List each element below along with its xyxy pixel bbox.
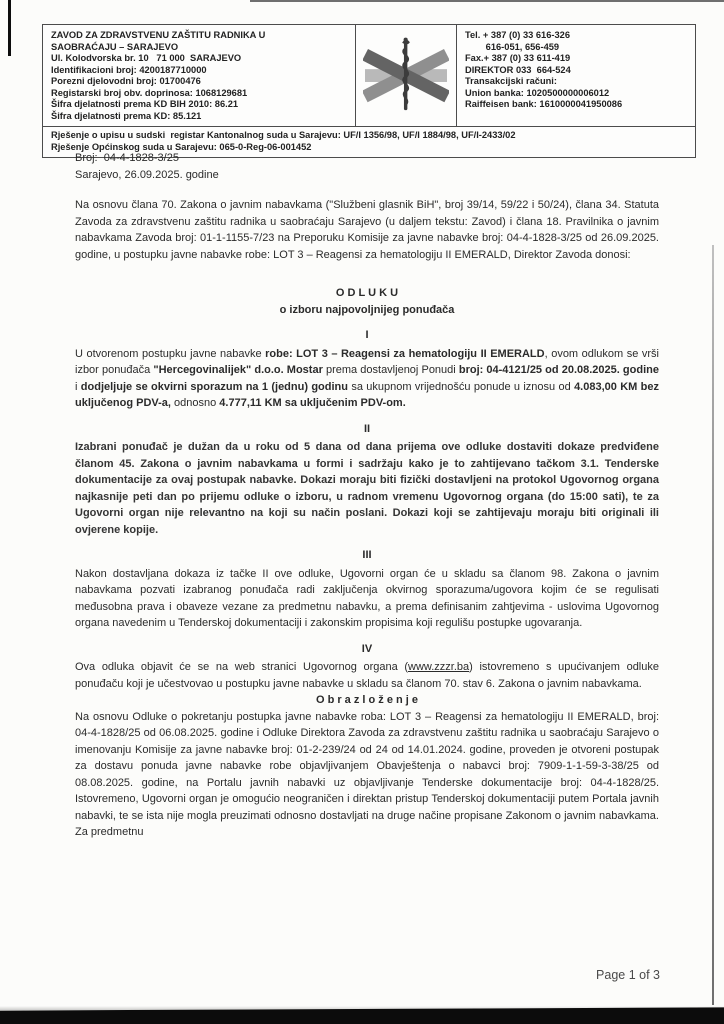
section-iv-paragraph: Ova odluka objavit će se na web stranici Ugovornog organa (www.zzzr.ba) istovremeno s upućivanjem odluke ponuđaču koji je učestvovao u postupku javne nabavke u skladu sa članom 70. stav 6. Zakona o javnim nabavkama. [75, 661, 659, 690]
section-ii-paragraph: Izabrani ponuđač je dužan da u roku od 5 dana od dana prijema ove odluke dostaviti dokaze predviđene članom 45. Zakona o javnim nabavkama u formi i sadržaju kako je to zahtijevano tačkom 3.1. Tenderske dokumentacije za ovaj postupak nabavke. Dokazi moraju biti fizički dostavljeni na protokol Ugovornog organa najkasnije peti dan po prijemu odluke o izboru, u radnom vremenu Ugovornog organa (do 15:00 sati), te za Ugovorni organ nije relevantno na koji su način poslani. Dokazi koji se zahtijevaju moraju biti originali ili ovjerene kopije. [75, 441, 659, 536]
letterhead-line: ZAVOD ZA ZDRAVSTVENU ZAŠTITU RADNIKA U [51, 30, 266, 40]
document-number: Broj: 04-4-1828-3/25 [75, 152, 179, 164]
letterhead-line: 616-051, 656-459 [465, 41, 560, 52]
medical-caduceus-star-icon [363, 35, 449, 117]
letterhead-contact [457, 25, 695, 126]
section-iii-paragraph: Nakon dostavljana dokaza iz tačke II ove odluke, Ugovorni organ će u skladu sa članom 98. Zakona o javnim nabavkama pozvati izabranog ponuđača radi zaključenja okvirnog sporazuma/ugovora kojim će se regulisati međusobna prava i obaveze vezane za predmetnu nabavku, a prema definisanim zahtjevima - uslovima Ugovornog organa navedenim u Tenderskoj dokumentaciji i zakonskim propisima koji regulišu postupke ugovaranja. [75, 567, 659, 629]
scan-top-edge-line [250, 0, 724, 2]
section-iii-numeral: III [362, 549, 372, 561]
decision-subtitle: o izboru najpovoljnijeg ponuđača [279, 303, 455, 316]
document-body [75, 150, 659, 841]
scan-bottom-shadow [0, 1006, 724, 1010]
scan-left-edge-mark [8, 0, 11, 56]
section-i-paragraph: U otvorenom postupku javne nabavke robe: LOT 3 – Reagensi za hematologiju II EMERALD, ovom odlukom se vrši izbor ponuđača "Hercegovinalijek" d.o.o. Mostar prema dostavljenoj Ponudi broj: 04-4121/25 od 20.08.2025. godine i dodjeljuje se okvirni sporazum na 1 (jednu) godinu sa ukupnom vrijednošću ponude u iznosu od 4.083,00 KM bez uključenog PDV-a, odnosno 4.777,11 KM sa uključenim PDV-om. [75, 347, 660, 409]
registration-line-2: Rješenje Općinskog suda u Sarajevu: 065-0-Reg-06-001452 [51, 141, 312, 152]
scan-bottom-edge-strip [0, 1007, 724, 1024]
letterhead-top-row [43, 25, 695, 126]
decision-title: O D L U K U [335, 287, 399, 299]
letterhead-line: Tel. + 387 (0) 33 616-326 [465, 30, 571, 40]
letterhead-line: Registarski broj obv. doprinosa: 1068129681 [51, 87, 248, 98]
preamble-paragraph: Na osnovu člana 70. Zakona o javnim nabavkama ("Službeni glasnik BiH", broj 39/14, 59/22 i 50/24), člana 34. Statuta Zavoda za zdravstvenu zaštitu radnika u saobraćaju Sarajevo (u daljem tekstu: Zavod) i člana 18. Pravilnika o javnim nabavkama Zavoda broj: 01-1-1155-7/23 na Preporuku Komisije za javne nabavke broj: 04-4-1828-3/25 od 26.09.2025. godine, u postupku javne nabavke robe: LOT 3 – Reagensi za hematologiju II EMERALD, Direktor Zavoda donosi: [75, 199, 659, 261]
letterhead-line: DIREKTOR 033 664-524 [465, 64, 571, 75]
section-iii [75, 547, 659, 632]
section-i [75, 327, 659, 412]
letterhead-line: Raiffeisen bank: 1610000041950086 [465, 99, 623, 110]
letterhead-line: Identifikacioni broj: 4200187710000 [51, 64, 207, 75]
document-meta [75, 150, 659, 183]
rationale-paragraph: Na osnovu Odluke o pokretanju postupka javne nabavke roba: LOT 3 – Reagensi za hematologiju II EMERALD, broj: 04-4-1828/25 od 06.08.2025. godine i Odluke Direktora Zavoda za zdravstvenu zaštitu radnika u saobraćaju Sarajevo o imenovanju Komisije za javne nabavke broj: 01-2-239/24 od 24 od 14.01.2024. godine, proveden je otvoreni postupak za dostavu ponuda javne nabavke robe objavljivanjem Obavještenja o nabavci broj: 7909-1-1-59-3-38/25 od 08.08.2025. godine, na Portalu javnih nabavki uz objavljivanje Tenderske dokumentacije broj: 04-4-1828/25. Istovremeno, Ugovorni organ je omogućio neograničen i direktan pristup Tenderskoj dokumentaciji putem Portala javnih nabavki, te se ista nije mogla preuzimati odnosno dostavljati na druge načine propisane Zakonom o javnim nabavkama. Za predmetnu [75, 710, 659, 838]
letterhead-line: SAOBRAĆAJU – SARAJEVO [51, 41, 179, 52]
letterhead-line: Fax.+ 387 (0) 33 611-419 [465, 53, 571, 64]
letterhead-logo-cell [356, 25, 457, 126]
letterhead [42, 24, 696, 158]
letterhead-line: Transakcijski računi: [465, 76, 557, 87]
section-ii-numeral: II [363, 422, 371, 435]
section-iv-numeral: IV [361, 642, 373, 655]
rationale [75, 692, 659, 841]
section-i-numeral: I [365, 329, 369, 341]
letterhead-line: Union banka: 1020500000006012 [465, 87, 610, 98]
rationale-heading: O b r a z l o ž e n j e [315, 694, 419, 706]
registration-line-1: Rješenje o upisu u sudski registar Kantonalnog suda u Sarajevu: UF/I 1356/98, UF/I 1884/98, UF/I-2433/02 [51, 130, 516, 141]
letterhead-line: Porezni djelovodni broj: 01700476 [51, 76, 201, 87]
page-indicator: Page 1 of 3 [596, 968, 660, 982]
section-iv [75, 641, 659, 693]
letterhead-line: Šifra djelatnosti prema KD BIH 2010: 86.21 [51, 99, 239, 110]
letterhead-institution [43, 25, 356, 126]
letterhead-line: Ul. Kolodvorska br. 10 71 000 SARAJEVO [51, 53, 242, 64]
letterhead-line: Šifra djelatnosti prema KD: 85.121 [51, 110, 202, 121]
place-and-date: Sarajevo, 26.09.2025. godine [75, 168, 219, 181]
scan-right-edge-line [712, 245, 714, 1005]
section-ii [75, 421, 659, 539]
